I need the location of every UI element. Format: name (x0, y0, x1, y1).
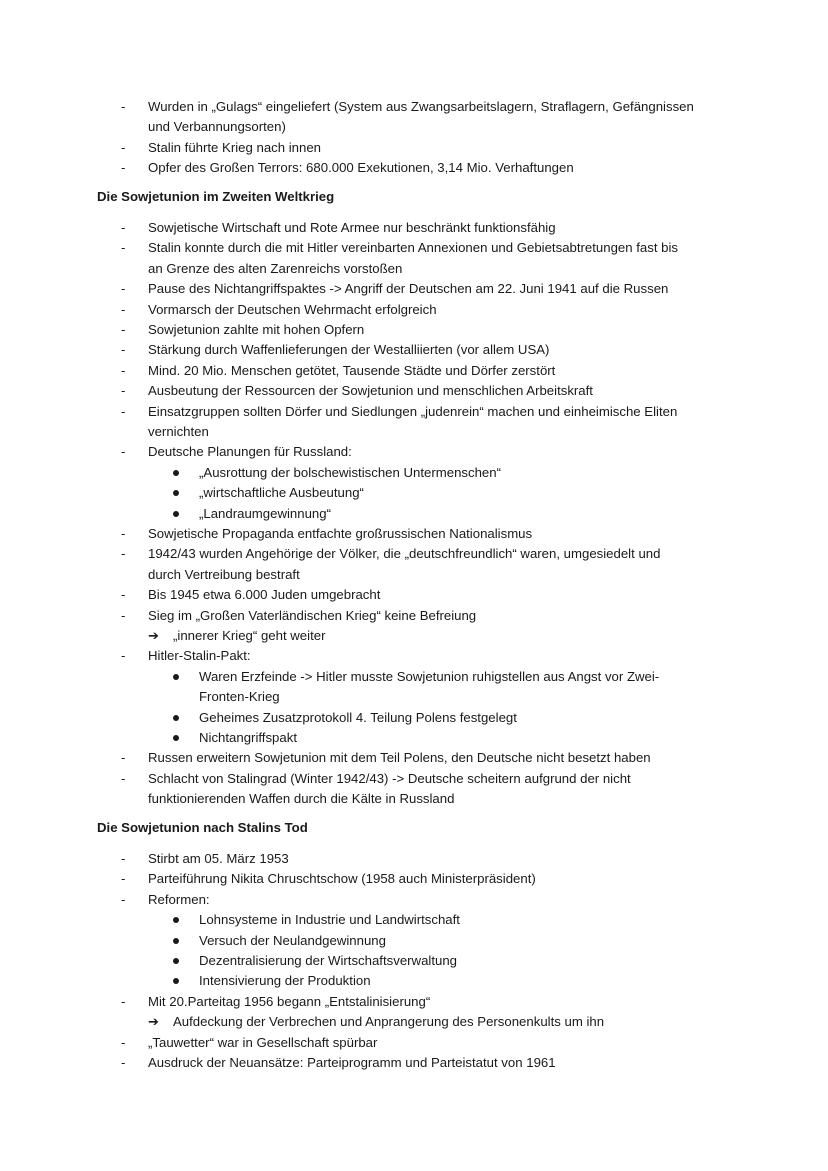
sub-item-text: Lohnsysteme in Industrie und Landwirtschaft (199, 912, 460, 928)
list-item-text: Schlacht von Stalingrad (Winter 1942/43) -> Deutsche scheitern aufgrund der nicht (148, 770, 631, 786)
list-item-text: Ausdruck der Neuansätze: Parteiprogramm und Parteistatut von 1961 (148, 1055, 556, 1070)
list-dash: - (121, 220, 126, 235)
list-item-text: funktionierenden Waffen durch die Kälte in Russland (148, 791, 455, 807)
bullet-icon (173, 978, 179, 984)
list-dash: - (121, 139, 126, 155)
list-dash: - (121, 301, 126, 317)
list-item-text: „Tauwetter“ war in Gesellschaft spürbar (148, 1034, 378, 1050)
list-dash: - (121, 607, 126, 623)
arrow-icon: ➔ (148, 1014, 159, 1030)
bullet-icon (173, 735, 179, 741)
list-item-text: 1942/43 wurden Angehörige der Völker, die „deutschfreundlich“ waren, umgesiedelt und (148, 546, 661, 562)
list-item-text: und Verbannungsorten) (148, 119, 286, 135)
bullet-icon (173, 958, 179, 964)
list-item-text: Deutsche Planungen für Russland: (148, 444, 352, 460)
list-dash: - (121, 871, 126, 887)
list-item-text: Opfer des Großen Terrors: 680.000 Exekutionen, 3,14 Mio. Verhaftungen (148, 160, 574, 176)
list-item-text: Stärkung durch Waffenlieferungen der Westalliierten (vor allem USA) (148, 342, 550, 358)
list-item-text: Sowjetische Wirtschaft und Rote Armee nur beschränkt funktionsfähig (148, 220, 556, 235)
list-item-text: Vormarsch der Deutschen Wehrmacht erfolgreich (148, 301, 437, 317)
list-item-text: Wurden in „Gulags“ eingeliefert (System aus Zwangsarbeitslagern, Straflagern, Gefängnissen (148, 99, 694, 114)
sub-item-text: Geheimes Zusatzprotokoll 4. Teilung Polens festgelegt (199, 709, 517, 725)
list-item-text: Stirbt am 05. März 1953 (148, 851, 289, 866)
list-dash: - (121, 770, 126, 786)
bullet-icon (173, 490, 179, 496)
sub-item-text: Nichtangriffspakt (199, 730, 297, 745)
list-item-text: vernichten (148, 424, 209, 439)
list-dash: - (121, 1034, 126, 1050)
list-dash: - (121, 750, 126, 766)
list-dash: - (121, 383, 126, 399)
list-dash: - (121, 160, 126, 176)
section-heading: Die Sowjetunion nach Stalins Tod (97, 819, 308, 835)
list-dash: - (121, 648, 126, 664)
list-dash: - (121, 1055, 126, 1070)
list-dash: - (121, 322, 126, 337)
list-item-text: Russen erweitern Sowjetunion mit dem Teil Polens, den Deutsche nicht besetzt haben (148, 750, 651, 766)
list-item-text: Ausbeutung der Ressourcen der Sowjetunion und menschlichen Arbeitskraft (148, 383, 593, 399)
list-item-text: durch Vertreibung bestraft (148, 566, 300, 582)
list-dash: - (121, 526, 126, 541)
bullet-icon (173, 715, 179, 721)
sub-item-text: Fronten-Krieg (199, 689, 280, 705)
sub-item-text: „Landraumgewinnung“ (199, 505, 331, 521)
list-dash: - (121, 281, 126, 297)
arrow-icon: ➔ (148, 628, 159, 643)
list-item-text: Einsatzgruppen sollten Dörfer und Siedlungen „judenrein“ machen und einheimische Eliten (148, 403, 678, 419)
list-item-text: Sowjetische Propaganda entfachte großrussischen Nationalismus (148, 526, 533, 541)
list-item-text: Hitler-Stalin-Pakt: (148, 648, 251, 664)
list-item-text: Stalin führte Krieg nach innen (148, 139, 322, 155)
list-item-text: Parteiführung Nikita Chruschtschow (1958 auch Ministerpräsident) (148, 871, 536, 887)
sub-item-text: „Ausrottung der bolschewistischen Untermenschen“ (199, 464, 501, 480)
bullet-icon (173, 511, 179, 517)
sub-item-text: Intensivierung der Produktion (199, 973, 371, 989)
bullet-icon (173, 938, 179, 944)
list-dash: - (121, 240, 126, 256)
list-dash: - (121, 342, 126, 358)
list-item-text: Stalin konnte durch die mit Hitler vereinbarten Annexionen und Gebietsabtretungen fast bis (148, 240, 679, 256)
list-item-text: Reformen: (148, 891, 210, 907)
list-dash: - (121, 891, 126, 907)
sub-item-text: Dezentralisierung der Wirtschaftsverwaltung (199, 953, 457, 968)
list-item-text: an Grenze des alten Zarenreichs vorstoßen (148, 260, 403, 276)
list-dash: - (121, 587, 126, 603)
list-item-text: Mind. 20 Mio. Menschen getötet, Tausende Städte und Dörfer zerstört (148, 362, 556, 378)
arrow-item-text: Aufdeckung der Verbrechen und Anprangerung des Personenkults um ihn (173, 1014, 605, 1030)
list-item-text: Pause des Nichtangriffspaktes -> Angriff der Deutschen am 22. Juni 1941 auf die Russen (148, 281, 669, 297)
list-dash: - (121, 993, 126, 1009)
bullet-icon (173, 470, 179, 476)
bullet-icon (173, 674, 179, 680)
list-dash: - (121, 851, 126, 866)
sub-item-text: Waren Erzfeinde -> Hitler musste Sowjetunion ruhigstellen aus Angst vor Zwei- (199, 668, 660, 684)
bullet-icon (173, 917, 179, 923)
list-item-text: Sowjetunion zahlte mit hohen Opfern (148, 322, 365, 337)
sub-item-text: Versuch der Neulandgewinnung (199, 932, 386, 948)
list-dash: - (121, 546, 126, 562)
list-dash: - (121, 403, 126, 419)
list-item-text: Bis 1945 etwa 6.000 Juden umgebracht (148, 587, 381, 603)
list-dash: - (121, 362, 126, 378)
list-item-text: Sieg im „Großen Vaterländischen Krieg“ keine Befreiung (148, 607, 477, 623)
list-item-text: Mit 20.Parteitag 1956 begann „Entstalinisierung“ (148, 993, 431, 1009)
section-heading: Die Sowjetunion im Zweiten Weltkrieg (97, 188, 335, 204)
list-dash: - (121, 444, 126, 460)
list-dash: - (121, 99, 126, 114)
sub-item-text: „wirtschaftliche Ausbeutung“ (199, 485, 364, 501)
arrow-item-text: „innerer Krieg“ geht weiter (173, 628, 326, 643)
